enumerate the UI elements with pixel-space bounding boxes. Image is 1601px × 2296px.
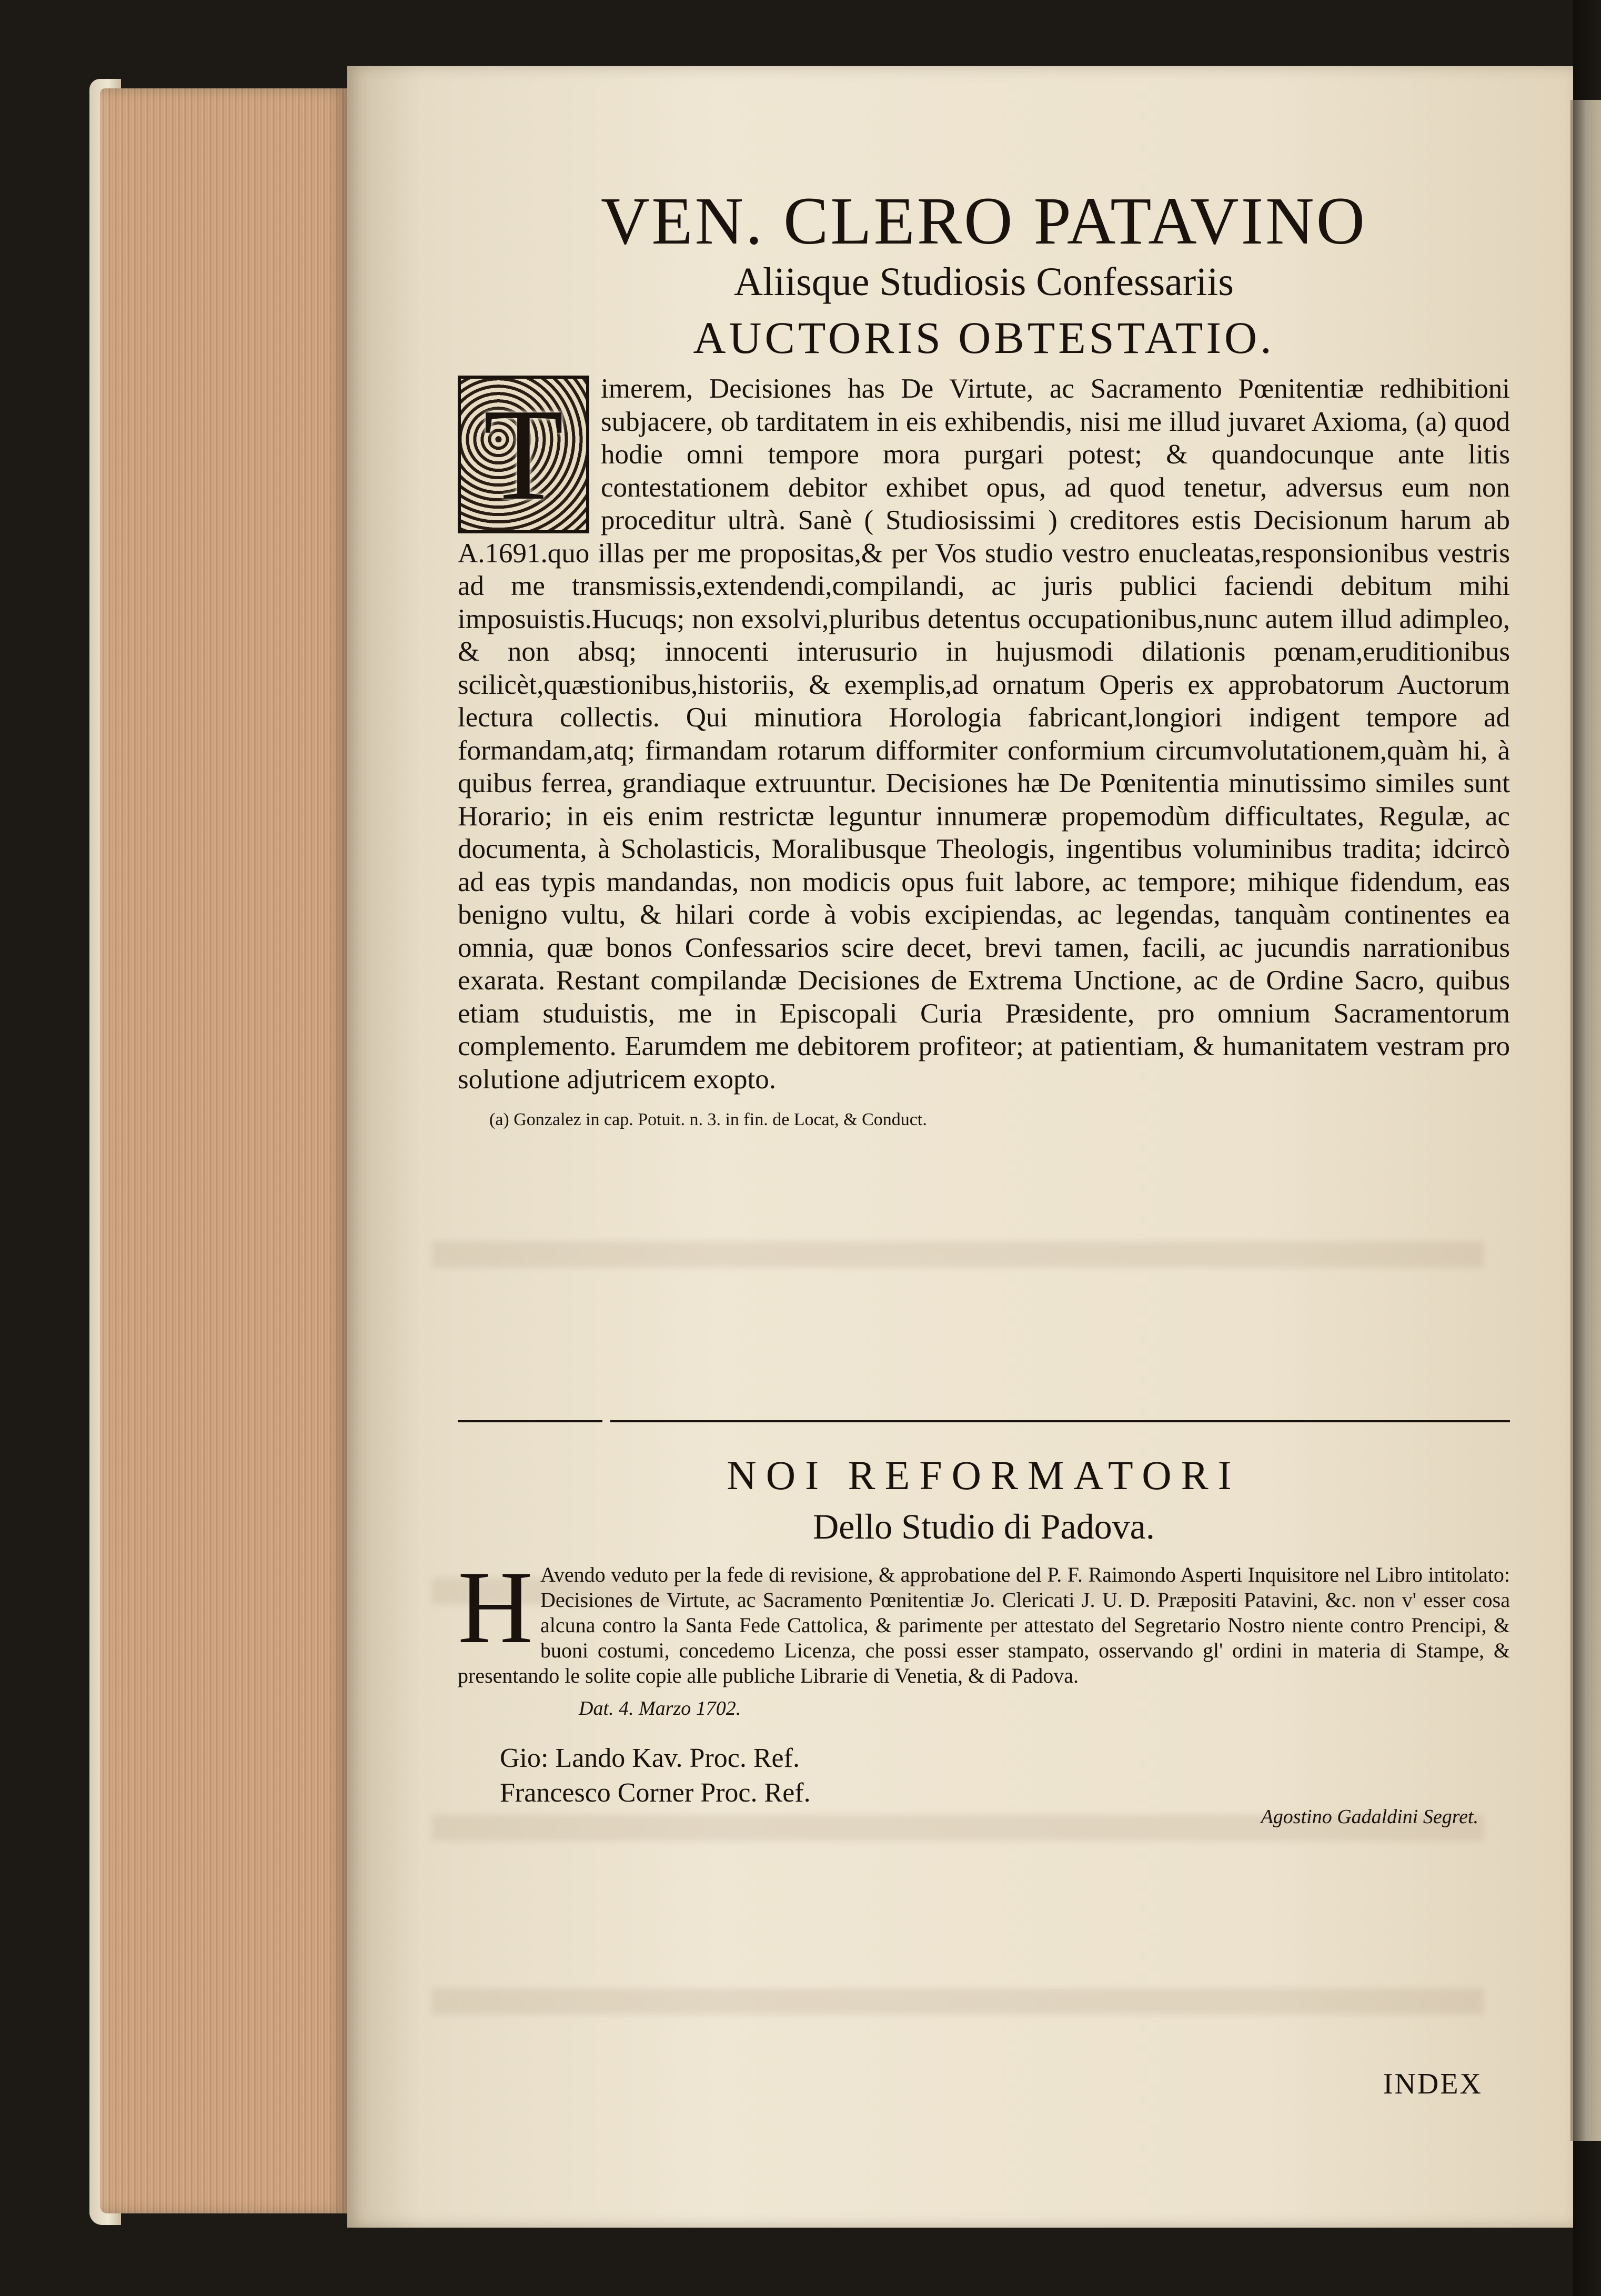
signatory-lando: Gio: Lando Kav. Proc. Ref.: [500, 1743, 800, 1773]
bleed-through: [431, 1988, 1484, 2015]
section-heading: AUCTORIS OBTESTATIO.: [693, 312, 1275, 363]
divider-left: [458, 1420, 602, 1422]
imprimatur-section: [458, 1447, 1510, 1828]
catchword: INDEX: [1383, 2068, 1483, 2100]
signatures: [500, 1741, 1510, 1810]
gutter-shadow: [1573, 0, 1601, 2296]
license-text: Avendo veduto per la fede di revisione, & approbatione del P. F. Raimondo Asperti Inquisitore nel Libro intitolato: Decisiones de Virtute, ac Sacramento Pœnitentiæ Jo. Clericati J. U. D. Præpositi Patavini, &c. non v' esser cosa alcuna contro la Santa Fede Cattolica, & parimente per attestato del Segretario Nostro niente contro Prencipi, & buoni costumi, concedemo Licenza, che possi esser stampato, osservando gl' ordini in materia di Stampe, & presentando le solite copie alle publiche Librarie di Venetia, & di Padova.: [458, 1563, 1510, 1687]
divider-right: [610, 1420, 1510, 1422]
page-subtitle: Aliisque Studiosis Confessariis: [733, 260, 1234, 304]
bleed-through: [431, 1241, 1484, 1268]
page-title: VEN. CLERO PATAVINO: [600, 184, 1367, 258]
body-text: imerem, Decisiones has De Virtute, ac Sacramento Pœnitentiæ redhibitioni subjacere, ob tarditatem in eis exhibendis, nisi me illud juvaret Axioma, (a) quod hodie omni tempore mora purgari potest; & quandocunque ante litis contestationem debitor exhibet opus, ad quod tenetur, adversus eum non proceditur ultrà. Sanè ( Studiosissimi ) creditores estis Decisionum harum ab A.1691.quo illas per me propositas,& per Vos studio vestro enucleatas,responsionibus vestris ad me transmissis,extendendi,compilandi, ac juris publici faciendi debitum mihi imposuistis.Hucuqs; non exsolvi,pluribus detentus occupationibus,nunc autem illud adimpleo, & non absq; innocenti interusurio in hujusmodi dilationis pœnam,eruditionibus scilicèt,quæstionibus,historiis, & exemplis,ad ornatum Operis ex approbatorum Auctorum lectura collectis. Qui minutiora Horologia fabricant,longiori indigent tempore ad formandam,atq; firmandam rotarum difformiter conformium circumvolutationem,quàm hi, à quibus ferrea, grandiaque extruuntur. Decisiones hæ De Pœnitentia minutissimo similes sunt Horario; in eis enim restrictæ leguntur innumeræ propemodùm difficultates, Regulæ, ac documenta, à Scholasticis, Moralibusque Theologis, ingentibus voluminibus tradita; idcircò ad eas typis mandandas, non modicis opus fuit labore, ac tempore; mihique fidendum, eas benigno vultu, & hilari corde à vobis excipiendas, ac legendas, tanquàm continentes ea omnia, quæ bonos Confessarios scire decet, brevi tamen, facili, ac jucundis narrationibus exarata. Restant compilandæ Decisiones de Extrema Unctione, ac de Ordine Sacro, quibus etiam studuistis, me in Episcopali Curia Præsidente, pro omnium Sacramentorum complemento. Earumdem me debitorem profiteor; at patientiam, & humanitatem vestram pro solutione adjutricem exopto.: [458, 373, 1510, 1095]
dedication-section: [458, 184, 1510, 1131]
secretary-signature: Agostino Gadaldini Segret.: [1261, 1806, 1478, 1828]
license-date: Dat. 4. Marzo 1702.: [579, 1697, 741, 1720]
license-title: NOI REFORMATORI: [727, 1452, 1241, 1498]
dedication-body: [458, 372, 1510, 1096]
license-body: [458, 1550, 1510, 1688]
license-subtitle: Dello Studio di Padova.: [813, 1506, 1155, 1546]
ornamental-initial: [458, 376, 589, 533]
signatory-corner: Francesco Corner Proc. Ref.: [500, 1778, 811, 1808]
page-edges: [100, 88, 347, 2213]
footnote: (a) Gonzalez in cap. Potuit. n. 3. in fin. de Locat, & Conduct.: [489, 1110, 927, 1129]
license-initial: H: [458, 1550, 533, 1665]
initial-letter: T: [483, 382, 564, 528]
